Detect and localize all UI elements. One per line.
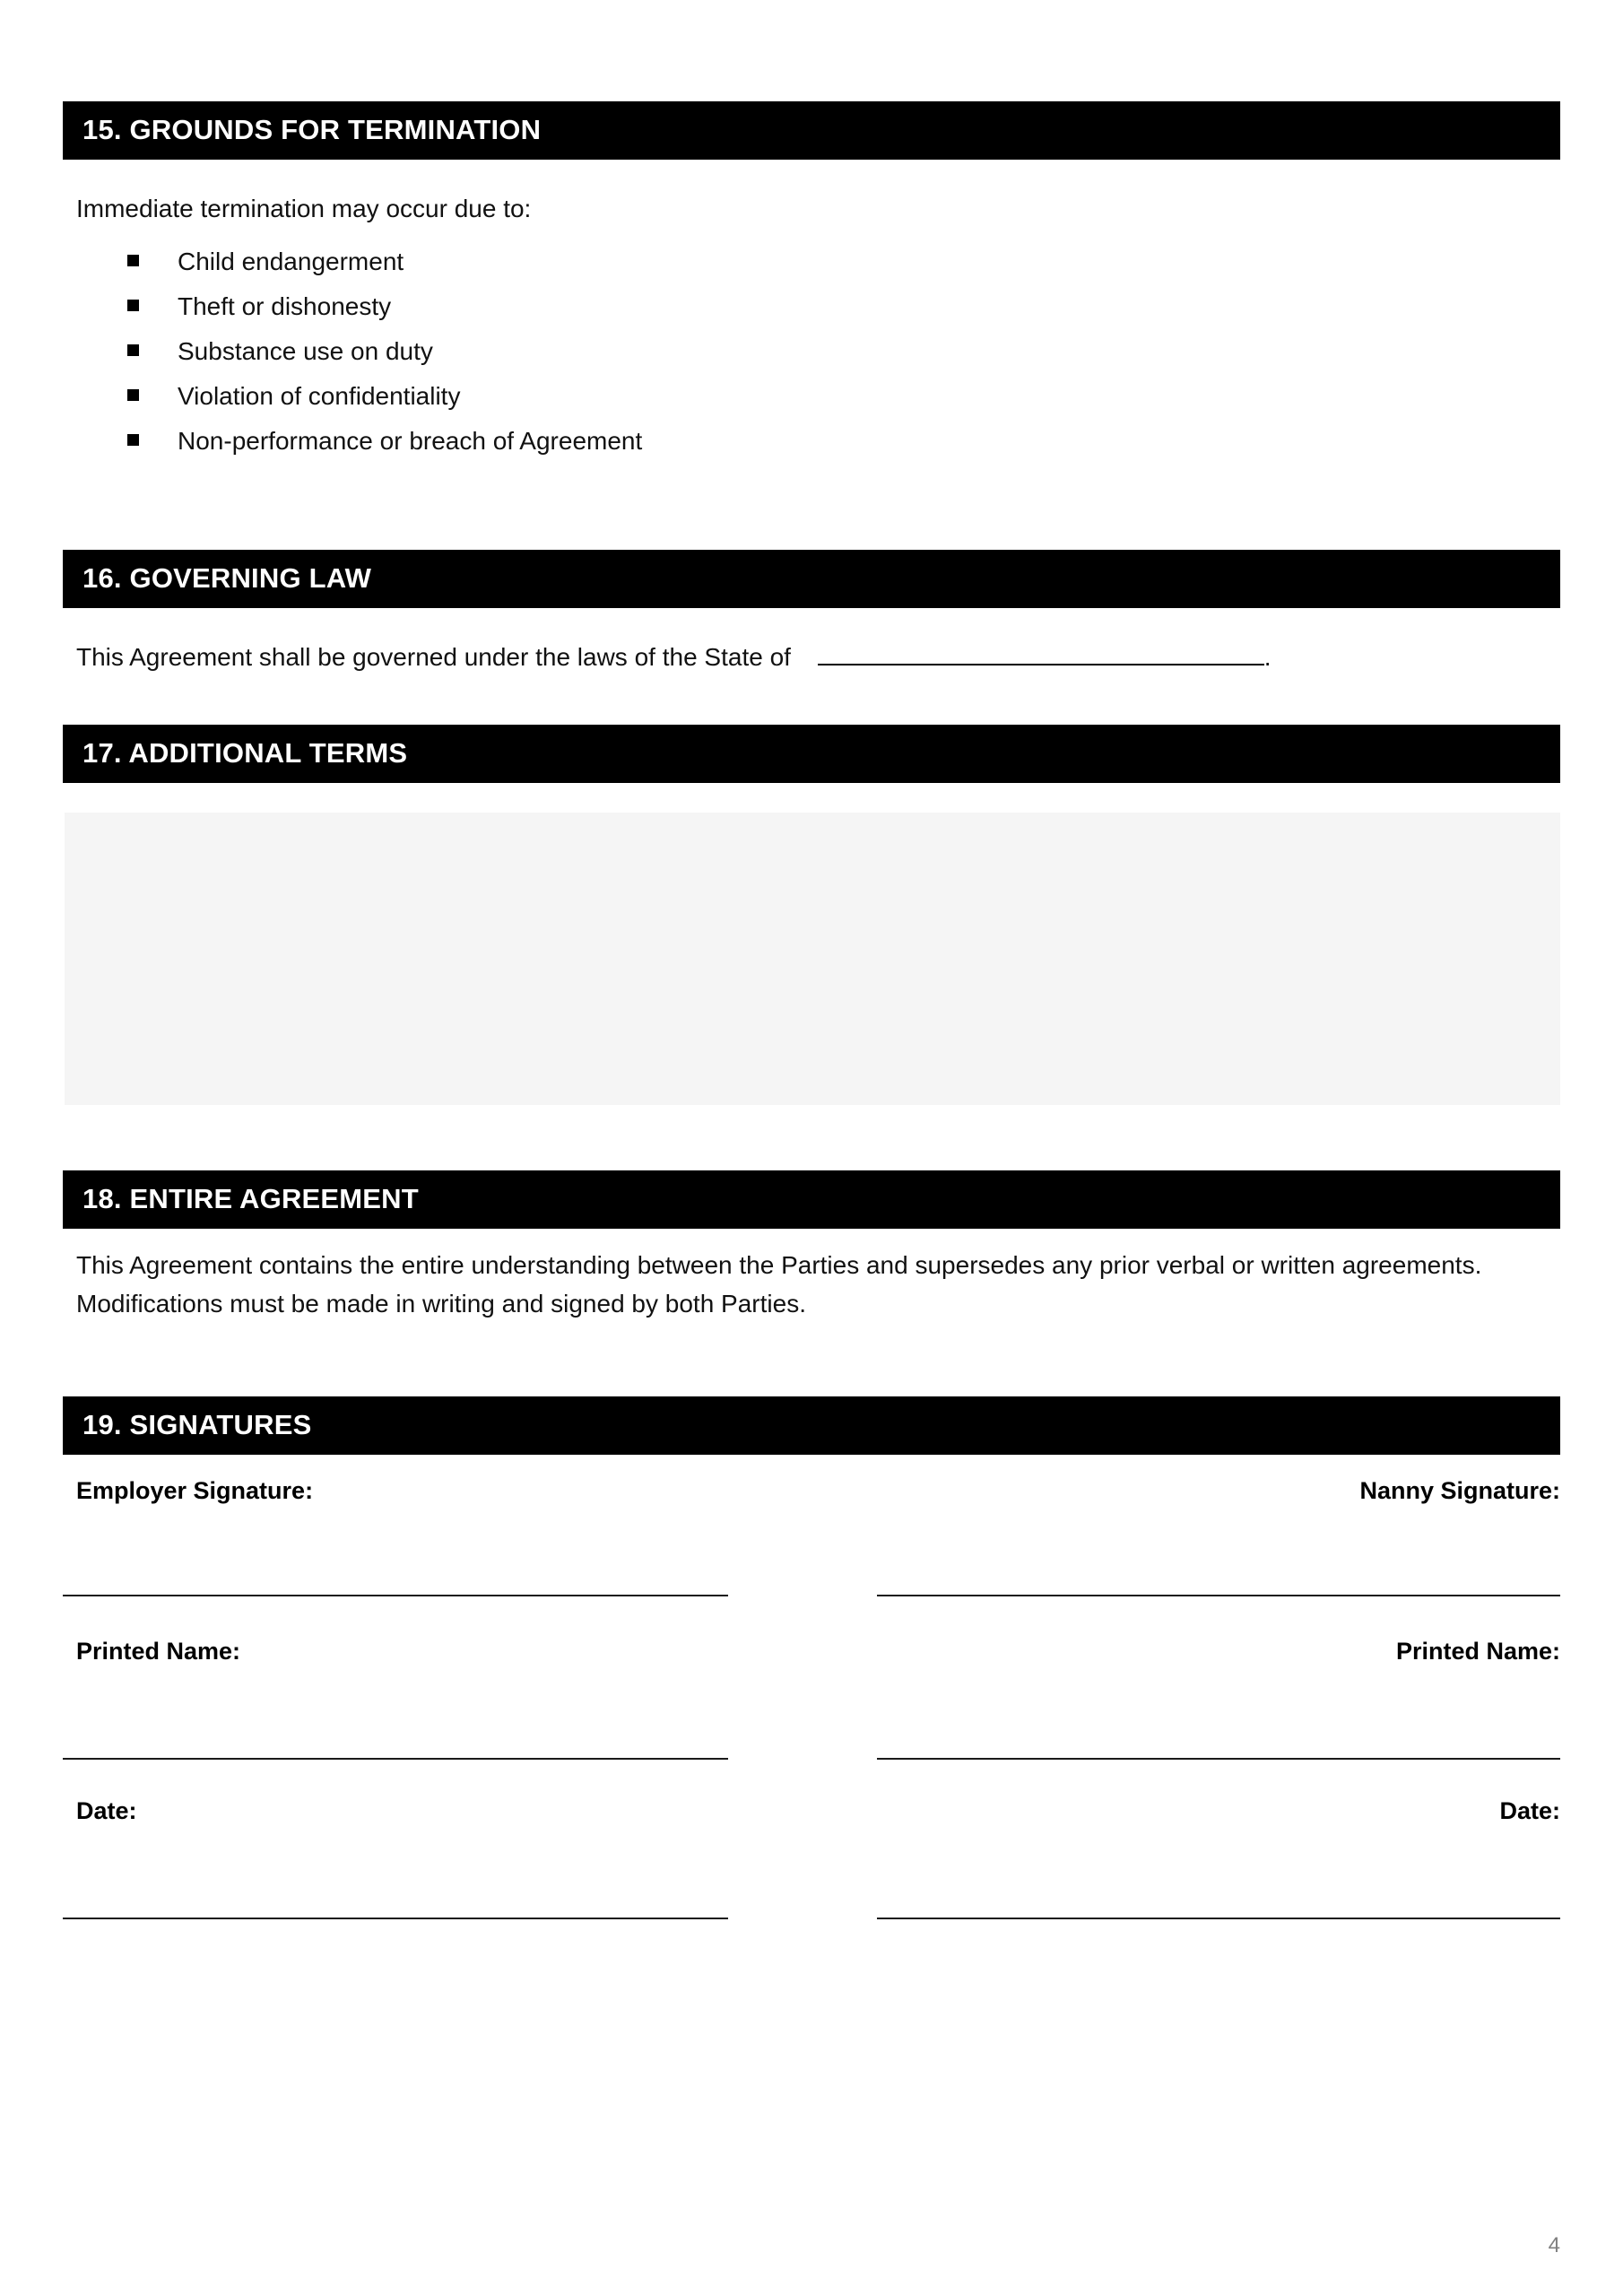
nanny-printed-name-label: Printed Name:: [1395, 1638, 1560, 1665]
list-item-label: Violation of confidentiality: [178, 382, 461, 410]
employer-printed-name-line[interactable]: [63, 1758, 728, 1760]
nanny-date-line[interactable]: [877, 1918, 1560, 1919]
list-item: [76, 294, 642, 319]
section-heading-signatures: 19. SIGNATURES: [63, 1396, 1560, 1455]
employer-date-line[interactable]: [63, 1918, 728, 1919]
list-item-label: Substance use on duty: [178, 337, 433, 365]
list-item: [76, 339, 642, 364]
section-heading-entire-agreement: 18. ENTIRE AGREEMENT: [63, 1170, 1560, 1229]
nanny-printed-name-line[interactable]: [877, 1758, 1560, 1760]
employer-date-label: Date:: [76, 1797, 137, 1824]
list-item-label: Theft or dishonesty: [178, 292, 392, 320]
section-heading-grounds-for-termination: 15. GROUNDS FOR TERMINATION: [63, 101, 1560, 160]
entire-agreement-paragraph: This Agreement contains the entire understanding between the Parties and supersedes any prior verbal or written agreements. Modifications must be made in writing and signed by both Parties.: [76, 1251, 1482, 1318]
section-heading-governing-law: 16. GOVERNING LAW: [63, 550, 1560, 608]
governing-law-text-after: .: [1263, 643, 1271, 671]
list-item: [76, 384, 642, 409]
governing-law-line: [76, 639, 1529, 675]
nanny-signature-line[interactable]: [877, 1595, 1560, 1596]
page-number: 4: [1548, 2233, 1560, 2257]
square-bullet-icon: [127, 389, 139, 401]
square-bullet-icon: [127, 300, 139, 311]
nanny-signature-label: Nanny Signature:: [1359, 1477, 1560, 1504]
square-bullet-icon: [127, 434, 139, 446]
section-heading-additional-terms: 17. ADDITIONAL TERMS: [63, 725, 1560, 783]
grounds-bullet-list: [76, 249, 642, 474]
list-item: [76, 429, 642, 454]
square-bullet-icon: [127, 255, 139, 266]
governing-law-text-before: This Agreement shall be governed under the laws of the State of: [76, 643, 791, 671]
square-bullet-icon: [127, 344, 139, 356]
employer-printed-name-label: Printed Name:: [76, 1638, 241, 1665]
employer-signature-label: Employer Signature:: [76, 1477, 314, 1504]
governing-law-state-blank[interactable]: [818, 642, 1264, 665]
list-item-label: Child endangerment: [178, 248, 404, 275]
list-item-label: Non-performance or breach of Agreement: [178, 427, 643, 455]
additional-terms-notes-field[interactable]: [65, 813, 1560, 1105]
employer-signature-line[interactable]: [63, 1595, 728, 1596]
grounds-intro-text: Immediate termination may occur due to:: [76, 195, 532, 222]
list-item: [76, 249, 642, 274]
nanny-date-label: Date:: [1499, 1797, 1560, 1824]
